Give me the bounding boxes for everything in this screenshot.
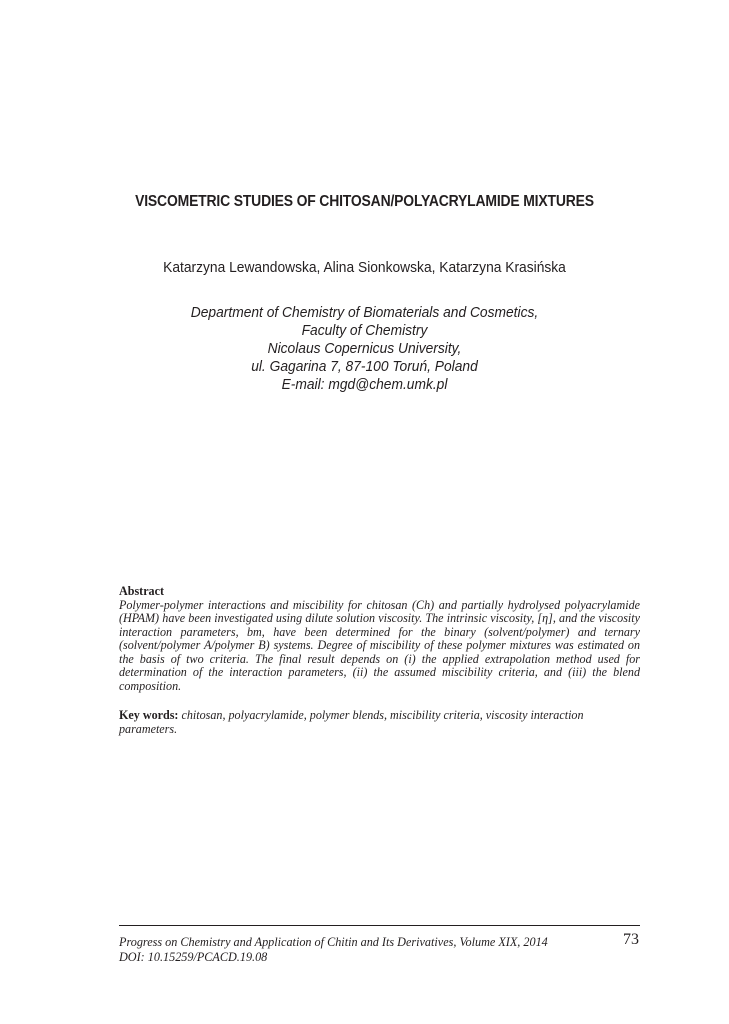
- keywords-section: [119, 709, 640, 736]
- page-number: 73: [623, 931, 639, 948]
- page-footer: [119, 935, 640, 964]
- author-list: Katarzyna Lewandowska, Alina Sionkowska, Katarzyna Krasińska: [163, 259, 566, 276]
- affiliation-department: Department of Chemistry of Biomaterials and Cosmetics,: [190, 304, 539, 321]
- affiliation-faculty: Faculty of Chemistry: [301, 322, 428, 339]
- footer-divider: [119, 925, 640, 926]
- affiliation-block: [29, 304, 700, 394]
- abstract-text: Polymer-polymer interactions and miscibility for chitosan (Ch) and partially hydrolysed polyacrylamide (HPAM) have been investigated using dilute solution viscosity. The intrinsic viscosity, [η], and the viscosity interaction parameters, bm, have been determined for the binary (solvent/polymer) and ternary (solvent/polymer A/polymer B) systems. Degree of miscibility of these polymer mixtures was estimated on the basis of two criteria. The final result depends on (i) the applied extrapolation method used for determination of the interaction parameters, (ii) the assumed miscibility criteria, and (iii) the blend composition.: [119, 597, 640, 693]
- affiliation-university: Nicolaus Copernicus University,: [267, 340, 462, 357]
- keywords-text: chitosan, polyacrylamide, polymer blends, miscibility criteria, viscosity interaction parameters.: [119, 708, 584, 736]
- abstract-section: [119, 585, 640, 693]
- keywords-label: Key words:: [119, 708, 179, 722]
- affiliation-email: E-mail: mgd@chem.umk.pl: [281, 376, 448, 393]
- affiliation-address: ul. Gagarina 7, 87-100 Toruń, Poland: [251, 358, 478, 375]
- abstract-heading: Abstract: [119, 584, 165, 598]
- journal-citation: Progress on Chemistry and Application of Chitin and Its Derivatives, Volume XIX, 2014: [119, 935, 548, 949]
- paper-title: VISCOMETRIC STUDIES OF CHITOSAN/POLYACRYLAMIDE MIXTURES: [135, 193, 594, 210]
- doi-text: DOI: 10.15259/PCACD.19.08: [119, 949, 268, 964]
